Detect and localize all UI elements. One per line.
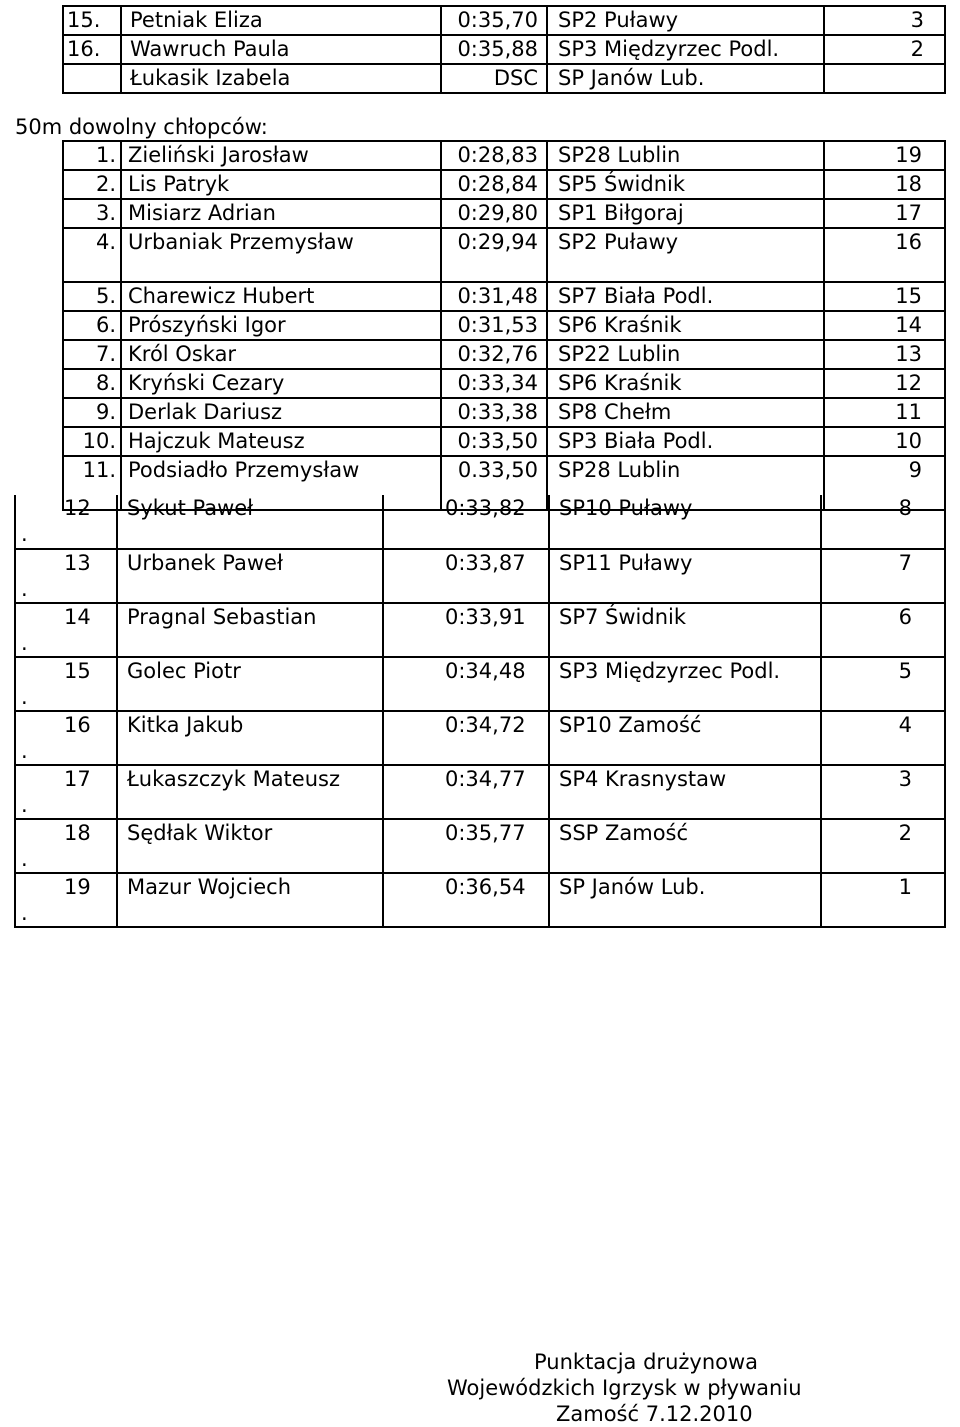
place-cell [15, 657, 117, 711]
place-cell: 3. [63, 199, 121, 228]
name-cell: Lis Patryk [121, 170, 441, 199]
results-table-girls-continued [62, 5, 946, 94]
name-cell: Zieliński Jarosław [121, 141, 441, 170]
points-cell: 7 [821, 549, 945, 603]
place-dot: . [21, 685, 28, 709]
school-cell: SP6 Kraśnik [547, 311, 824, 340]
points-cell: 5 [821, 657, 945, 711]
place-number: 13 [64, 551, 91, 575]
points-cell: 6 [821, 603, 945, 657]
school-cell: SP22 Lublin [547, 340, 824, 369]
name-cell: Sędłak Wiktor [117, 819, 383, 873]
table-row [63, 35, 945, 64]
time-cell: 0:33,34 [441, 369, 547, 398]
place-cell: 15. [63, 6, 121, 35]
place-dot: . [21, 793, 28, 817]
points-cell: 3 [824, 6, 945, 35]
points-cell [824, 64, 945, 93]
points-cell: 3 [821, 765, 945, 819]
table-row [15, 765, 945, 819]
place-number: 19 [64, 875, 91, 899]
time-cell: 0:35,77 [383, 819, 549, 873]
name-cell: Pragnal Sebastian [117, 603, 383, 657]
table-row [63, 6, 945, 35]
time-cell: 0:35,88 [441, 35, 547, 64]
school-cell: SP5 Świdnik [547, 170, 824, 199]
time-cell: 0.33,50 [441, 456, 547, 510]
time-cell: 0:28,84 [441, 170, 547, 199]
place-cell [15, 873, 117, 927]
time-cell: 0:34,72 [383, 711, 549, 765]
table-row [63, 170, 945, 199]
table-row [63, 311, 945, 340]
school-cell: SSP Zamość [549, 819, 821, 873]
school-cell: SP2 Puławy [547, 228, 824, 282]
name-cell: Charewicz Hubert [121, 282, 441, 311]
footer-title: Punktacja drużynowa [534, 1350, 759, 1374]
points-cell: 12 [824, 369, 945, 398]
points-cell: 17 [824, 199, 945, 228]
table-row [63, 282, 945, 311]
name-cell: Kitka Jakub [117, 711, 383, 765]
points-cell: 14 [824, 311, 945, 340]
place-dot: . [21, 577, 28, 601]
table-row [15, 819, 945, 873]
place-cell [15, 495, 117, 549]
section-title: 50m dowolny chłopców: [15, 115, 268, 139]
points-cell: 2 [824, 35, 945, 64]
place-dot: . [21, 522, 28, 546]
time-cell: 0:33,82 [383, 495, 549, 549]
name-cell: Urbanek Paweł [117, 549, 383, 603]
school-cell: SP Janów Lub. [549, 873, 821, 927]
time-cell: 0:35,70 [441, 6, 547, 35]
school-cell: SP7 Świdnik [549, 603, 821, 657]
points-cell: 15 [824, 282, 945, 311]
table-row [15, 603, 945, 657]
school-cell: SP7 Biała Podl. [547, 282, 824, 311]
table-row [63, 427, 945, 456]
place-cell [15, 819, 117, 873]
points-cell: 8 [821, 495, 945, 549]
name-cell: Prószyński Igor [121, 311, 441, 340]
time-cell: 0:31,48 [441, 282, 547, 311]
name-cell: Łukasik Izabela [121, 64, 441, 93]
place-cell: 6. [63, 311, 121, 340]
place-number: 16 [64, 713, 91, 737]
time-cell: 0:29,94 [441, 228, 547, 282]
points-cell: 16 [824, 228, 945, 282]
place-cell: 11. [63, 456, 121, 510]
time-cell: 0:28,83 [441, 141, 547, 170]
time-cell: 0:34,77 [383, 765, 549, 819]
school-cell: SP28 Lublin [547, 141, 824, 170]
table-row [15, 657, 945, 711]
place-cell: 9. [63, 398, 121, 427]
table-row [63, 340, 945, 369]
place-cell [15, 765, 117, 819]
school-cell: SP Janów Lub. [547, 64, 824, 93]
school-cell: SP2 Puławy [547, 6, 824, 35]
time-cell: 0:36,54 [383, 873, 549, 927]
place-number: 12 [64, 496, 91, 520]
table-row [63, 228, 945, 282]
points-cell: 11 [824, 398, 945, 427]
name-cell: Urbaniak Przemysław [121, 228, 441, 282]
table-row [15, 711, 945, 765]
time-cell: 0:33,38 [441, 398, 547, 427]
place-cell: 4. [63, 228, 121, 282]
name-cell: Wawruch Paula [121, 35, 441, 64]
school-cell: SP8 Chełm [547, 398, 824, 427]
place-number: 17 [64, 767, 91, 791]
place-cell [15, 711, 117, 765]
school-cell: SP28 Lublin [547, 456, 824, 510]
school-cell: SP10 Zamość [549, 711, 821, 765]
table-row [63, 141, 945, 170]
place-cell: 1. [63, 141, 121, 170]
points-cell: 2 [821, 819, 945, 873]
place-dot: . [21, 847, 28, 871]
time-cell: 0:32,76 [441, 340, 547, 369]
name-cell: Łukaszczyk Mateusz [117, 765, 383, 819]
points-cell: 4 [821, 711, 945, 765]
school-cell: SP4 Krasnystaw [549, 765, 821, 819]
results-table-boys [62, 140, 946, 511]
table-row [15, 549, 945, 603]
school-cell: SP10 Puławy [549, 495, 821, 549]
name-cell: Mazur Wojciech [117, 873, 383, 927]
time-cell: 0:29,80 [441, 199, 547, 228]
time-cell: 0:33,87 [383, 549, 549, 603]
name-cell: Hajczuk Mateusz [121, 427, 441, 456]
school-cell: SP6 Kraśnik [547, 369, 824, 398]
school-cell: SP3 Międzyrzec Podl. [547, 35, 824, 64]
place-cell [63, 64, 121, 93]
name-cell: Derlak Dariusz [121, 398, 441, 427]
results-table-boys-continued [14, 495, 946, 928]
table-row [63, 369, 945, 398]
school-cell: SP11 Puławy [549, 549, 821, 603]
place-dot: . [21, 739, 28, 763]
place-cell: 7. [63, 340, 121, 369]
place-cell: 8. [63, 369, 121, 398]
place-cell: 16. [63, 35, 121, 64]
table-row [15, 873, 945, 927]
table-row [63, 398, 945, 427]
table-row [15, 495, 945, 549]
time-cell: 0:33,91 [383, 603, 549, 657]
name-cell: Król Oskar [121, 340, 441, 369]
school-cell: SP3 Międzyrzec Podl. [549, 657, 821, 711]
place-cell: 2. [63, 170, 121, 199]
points-cell: 9 [824, 456, 945, 510]
name-cell: Podsiadło Przemysław [121, 456, 441, 510]
table-row [63, 199, 945, 228]
points-cell: 18 [824, 170, 945, 199]
place-cell [15, 549, 117, 603]
place-number: 14 [64, 605, 91, 629]
time-cell: 0:31,53 [441, 311, 547, 340]
name-cell: Petniak Eliza [121, 6, 441, 35]
points-cell: 10 [824, 427, 945, 456]
footer-event: Wojewódzkich Igrzysk w pływaniu [447, 1376, 802, 1400]
school-cell: SP1 Biłgoraj [547, 199, 824, 228]
name-cell: Golec Piotr [117, 657, 383, 711]
place-cell [15, 603, 117, 657]
footer-place-date: Zamość 7.12.2010 [556, 1402, 753, 1426]
place-number: 18 [64, 821, 91, 845]
points-cell: 19 [824, 141, 945, 170]
points-cell: 1 [821, 873, 945, 927]
name-cell: Misiarz Adrian [121, 199, 441, 228]
name-cell: Kryński Cezary [121, 369, 441, 398]
place-dot: . [21, 631, 28, 655]
time-cell: DSC [441, 64, 547, 93]
place-dot: . [21, 901, 28, 925]
time-cell: 0:34,48 [383, 657, 549, 711]
name-cell: Sykut Paweł [117, 495, 383, 549]
place-cell: 10. [63, 427, 121, 456]
place-cell: 5. [63, 282, 121, 311]
time-cell: 0:33,50 [441, 427, 547, 456]
table-row [63, 64, 945, 93]
points-cell: 13 [824, 340, 945, 369]
place-number: 15 [64, 659, 91, 683]
school-cell: SP3 Biała Podl. [547, 427, 824, 456]
